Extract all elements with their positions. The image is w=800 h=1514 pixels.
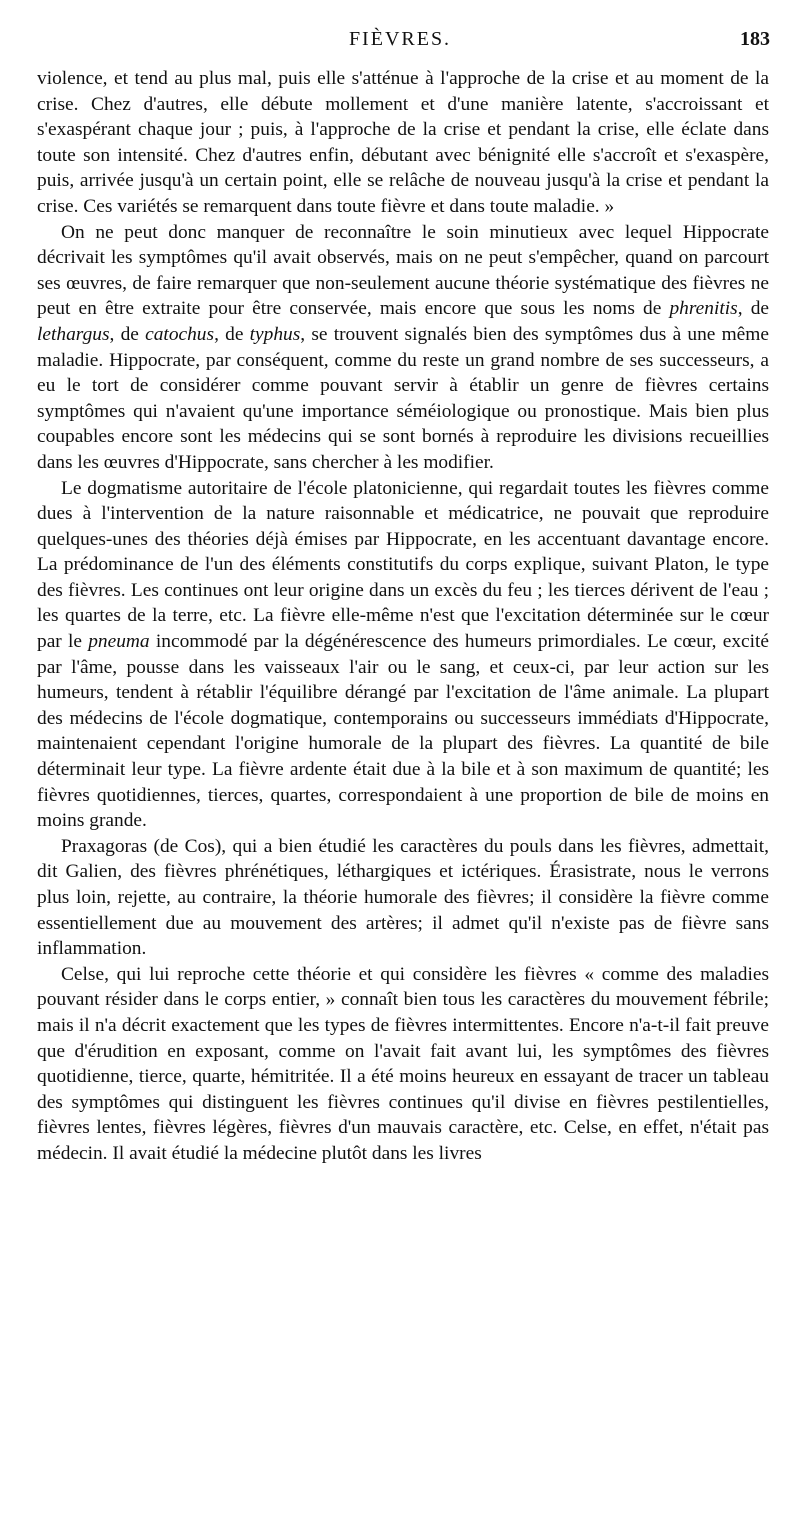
text-run: Praxagoras (de Cos), qui a bien étudié les caractères du pouls dans les fièvres, admettait, dit Galien, des fièvres phrénétiques, léthargiques et ictériques. Érasistrate, nous le verrons plus loin, rejette, au contraire, la théorie humorale des fièvres; il considère la fièvre comme essentiellement due au mouvement des artères; il admet qu'il n'existe pas de fièvre sans inflammation. [37,835,769,960]
page-header [0,28,800,58]
body-text [37,66,769,1167]
text-run: violence, et tend au plus mal, puis elle s'atténue à l'approche de la crise et au moment de la crise. Chez d'autres, elle débute mollement et d'une manière latente, s'accroissant et s'exaspérant chaque jour ; puis, à l'approche de la crise et pendant la crise, elle éclate dans toute son intensité. Chez d'autres enfin, débutant avec bénignité elle s'accroît et s'exaspère, puis, arrivée jusqu'à un certain point, elle se relâche de nouveau jusqu'à la crise et pendant la crise. Ces variétés se remarquent dans toute fièvre et dans toute maladie. » [37,68,769,217]
text-run: , de [214,323,250,345]
italic-term: lethargus [37,323,110,345]
text-run: , de [737,298,769,320]
running-title: FIÈVRES. [348,28,452,50]
italic-term: phrenitis [669,298,738,320]
paragraph [37,834,769,962]
text-run: , de [109,323,146,345]
italic-term: catochus [145,323,215,345]
text-run: On ne peut donc manquer de reconnaître le soin minutieux avec lequel Hippocrate décrivait les symptômes qu'il avait observés, mais on ne peut s'empêcher, quand on parcourt ses œuvres, de faire remarquer que non-seulement aucune théorie systématique des fièvres ne peut en être extraite pour être conservée, mais encore que sous les noms de [37,221,769,320]
paragraph [37,220,769,476]
text-run: Celse, qui lui reproche cette théorie et qui considère les fièvres « comme des maladies pouvant résider dans le corps entier, » connaît bien tous les caractères du mouvement fébrile; mais il n'a décrit exactement que les types de fièvres intermittentes. Encore n'a-t-il fait preuve que d'érudition en exposant, comme on l'avait fait avant lui, les symptômes des fièvres quotidienne, tierce, quarte, hémitritée. Il a été moins heureux en essayant de tracer un tableau des symptômes qui distinguent les fièvres continues qu'il divise en fièvres pestilentielles, fièvres lentes, fièvres légères, fièvres d'un mauvais caractère, etc. Celse, en effet, n'était pas médecin. Il avait étudié la médecine plutôt dans les livres [37,963,769,1164]
text-run: , se trouvent signalés bien des symptômes dus à une même maladie. Hippocrate, par conséquent, comme du reste un grand nombre de ses successeurs, a eu le tort de considérer comme pouvant servir à établir un genre de fièvres certains symptômes qui n'avaient qu'une importance séméiologique ou pronostique. Mais bien plus coupables encore sont les médecins qui se sont bornés à reproduire les divisions recueillies dans les œuvres d'Hippocrate, sans chercher à les modifier. [37,323,769,473]
italic-term: typhus [249,323,301,345]
text-run: incommodé par la dégénérescence des humeurs primordiales. Le cœur, excité par l'âme, pousse dans les vaisseaux l'air ou le sang, et ceux-ci, par leur action sur les humeurs, tendent à rétablir l'équilibre dérangé par l'excitation de l'âme animale. La plupart des médecins de l'école dogmatique, contemporains ou successeurs immédiats d'Hippocrate, maintenaient cependant l'origine humorale de la plupart des fièvres. La quantité de bile déterminait leur type. La fièvre ardente était due à la bile et à son maximum de quantité; les fièvres quotidiennes, tierces, quartes, correspondaient à une proportion de bile de moins en moins grande. [37,631,769,832]
paragraph [37,66,769,220]
paragraph [37,476,769,834]
text-run: Le dogmatisme autoritaire de l'école platonicienne, qui regardait toutes les fièvres comme dues à l'intervention de la nature raisonnable et médicatrice, ne pouvait que reproduire quelques-unes des théories déjà émises par Hippocrate, en les accentuant davantage encore. La prédominance de l'un des éléments constitutifs du corps explique, suivant Platon, le type des fièvres. Les continues ont leur origine dans un excès du feu ; les tierces dérivent de l'eau ; les quartes de la terre, etc. La fièvre elle-même n'est que l'excitation déterminée sur le cœur par le [37,477,769,653]
italic-term: pneuma [88,631,150,653]
page-number: 183 [740,28,770,50]
paragraph [37,962,769,1167]
